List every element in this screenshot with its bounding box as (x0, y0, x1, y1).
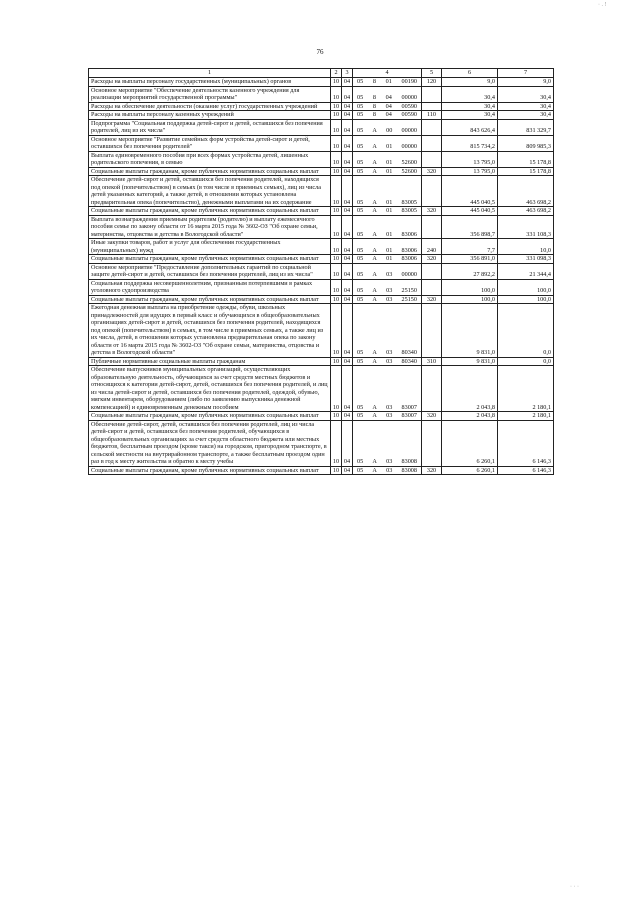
target-article-code (353, 231, 421, 239)
row-amount-year1-cell: 100,0 (442, 295, 498, 304)
row-expense-type-cell: 320 (422, 167, 442, 176)
row-expense-type-cell (422, 279, 442, 295)
code-part: 00000 (401, 94, 417, 101)
row-name-cell: Социальные выплаты гражданам, кроме публичных нормативных социальных выплат (89, 295, 331, 304)
target-article-code (353, 78, 421, 86)
row-code-cell (353, 255, 422, 264)
code-part: 83007 (401, 412, 417, 419)
row-name-cell: Основное мероприятие "Предоставление дополнительных гарантий по социальной защите детей-сирот и детей, оставшихся без попечения родителей, лиц из их числа" (89, 263, 331, 279)
row-amount-year1-cell: 843 626,4 (442, 119, 498, 135)
row-subsection-cell: 04 (342, 255, 353, 264)
row-amount-year1-cell: 815 734,2 (442, 135, 498, 151)
row-expense-type-cell: 320 (422, 207, 442, 216)
row-section-cell: 10 (331, 176, 342, 207)
row-expense-type-cell: 120 (422, 78, 442, 87)
target-article-code (353, 247, 421, 255)
row-amount-year1-cell: 6 260,1 (442, 420, 498, 466)
code-part: 52600 (401, 167, 417, 175)
row-amount-year2-cell: 831 329,7 (498, 119, 554, 135)
target-article-code (353, 458, 421, 466)
code-part: А (372, 349, 377, 356)
target-article-code (353, 207, 421, 215)
row-code-cell (353, 466, 422, 475)
row-section-cell: 10 (331, 239, 342, 255)
row-amount-year1-cell: 2 043,8 (442, 412, 498, 421)
row-section-cell: 10 (331, 420, 342, 466)
row-amount-year2-cell: 331 098,3 (498, 255, 554, 264)
row-expense-type-cell: 110 (422, 111, 442, 120)
row-subsection-cell: 04 (342, 295, 353, 304)
table-row (89, 78, 554, 87)
code-part: 01 (386, 143, 393, 150)
row-amount-year1-cell: 9 831,0 (442, 304, 498, 358)
row-subsection-cell: 04 (342, 279, 353, 295)
row-expense-type-cell (422, 86, 442, 102)
row-code-cell (353, 215, 422, 239)
row-subsection-cell: 04 (342, 412, 353, 421)
code-part: 8 (372, 78, 376, 85)
row-amount-year2-cell: 9,0 (498, 78, 554, 87)
row-subsection-cell: 04 (342, 78, 353, 87)
code-part: 05 (357, 167, 364, 175)
code-part: 83006 (401, 246, 417, 254)
code-part: 52600 (401, 159, 417, 166)
code-part: 05 (357, 127, 364, 134)
code-part: А (372, 403, 377, 411)
row-code-cell (353, 366, 422, 412)
row-expense-type-cell (422, 304, 442, 358)
row-expense-type-cell: 320 (422, 295, 442, 304)
table-header-row (89, 69, 554, 78)
row-code-cell (353, 412, 422, 421)
code-part: А (372, 230, 377, 238)
row-expense-type-cell: 240 (422, 239, 442, 255)
header-col-2: 2 (331, 69, 342, 78)
code-part: 25150 (401, 287, 417, 294)
header-col-7: 7 (498, 69, 554, 78)
row-amount-year1-cell: 9,0 (442, 78, 498, 87)
code-part: А (372, 287, 377, 294)
row-expense-type-cell: 320 (422, 255, 442, 264)
code-part: 83006 (401, 230, 417, 238)
code-part: А (372, 143, 377, 150)
target-article-code (353, 103, 421, 111)
target-article-code (353, 127, 421, 135)
row-name-cell: Обеспечение детей-сирот и детей, оставшихся без попечения родителей, находящихся под опекой (попечительством) в семьях (в том числе в приемных семьях), лиц из числа детей указанных категорий, а также детей, в отношении которых установлена предварительная опека (попечительство), денежными выплатами на их содержание (89, 176, 331, 207)
row-amount-year2-cell: 30,4 (498, 102, 554, 111)
code-part: 05 (357, 246, 364, 254)
row-amount-year2-cell: 0,0 (498, 357, 554, 366)
code-part: 01 (385, 78, 392, 85)
row-amount-year2-cell: 30,4 (498, 86, 554, 102)
code-part: 80340 (401, 357, 417, 365)
code-part: А (372, 357, 377, 365)
code-part: 00000 (401, 271, 417, 278)
code-part: 01 (386, 230, 393, 238)
code-part: А (372, 167, 377, 175)
row-name-cell: Обеспечение детей-сирот, детей, оставшихся без попечения родителей, лиц из числа детей-сирот и детей, оставшихся без попечения родителей, обучающихся в общеобразовательных организациях за счет средств областного бюджета или местных бюджетов, бесплатным проездом (кроме такси) на городском, пригородном транспорте, в сельской местности на внутрирайонном транспорте, а также бесплатным проездом один раз в год к месту жительства и обратно к месту учебы (89, 420, 331, 466)
row-section-cell: 10 (331, 215, 342, 239)
code-part: 03 (386, 349, 393, 356)
row-code-cell (353, 295, 422, 304)
row-amount-year2-cell: 30,4 (498, 111, 554, 120)
page-number: 76 (316, 48, 324, 56)
row-subsection-cell: 04 (342, 119, 353, 135)
row-section-cell: 10 (331, 263, 342, 279)
row-subsection-cell: 04 (342, 86, 353, 102)
row-section-cell: 10 (331, 366, 342, 412)
row-code-cell (353, 239, 422, 255)
table-row (89, 295, 554, 304)
row-name-cell: Подпрограмма "Социальная поддержка детей-сирот и детей, оставшихся без попечения родителей, лиц из их числа" (89, 119, 331, 135)
table-row (89, 151, 554, 167)
code-part: А (372, 458, 377, 465)
target-article-code (353, 111, 421, 119)
code-part: 04 (385, 94, 392, 101)
row-name-cell: Ежегодная денежная выплата на приобретение одежды, обуви, школьных принадлежностей для идущих в первый класс и обучающихся в общеобразовательных организациях детей-сирот и детей, оставшихся без попечения родителей, находящихся под опекой (попечительством) в семьях, в том числе в приемных семьях, а также лиц из их числа, детей, в отношении которых установлена предварительная опека по закону области от 16 марта 2015 года № 3602-ОЗ "Об охране семьи, материнства, отцовства и детства в Вологодской области" (89, 304, 331, 358)
row-section-cell: 10 (331, 86, 342, 102)
row-expense-type-cell (422, 215, 442, 239)
row-amount-year2-cell: 10,0 (498, 239, 554, 255)
code-part: 05 (357, 403, 364, 411)
row-name-cell: Социальные выплаты гражданам, кроме публичных нормативных социальных выплат (89, 255, 331, 264)
row-amount-year2-cell: 2 180,1 (498, 366, 554, 412)
row-section-cell: 10 (331, 466, 342, 475)
code-part: 05 (357, 412, 364, 419)
row-name-cell: Расходы на выплаты персоналу казенных учреждений (89, 111, 331, 120)
code-part: 03 (386, 287, 393, 294)
code-part: 83008 (401, 458, 417, 465)
target-article-code (353, 271, 421, 279)
target-article-code (353, 287, 421, 295)
row-amount-year1-cell: 7,7 (442, 239, 498, 255)
row-amount-year2-cell: 100,0 (498, 295, 554, 304)
code-part: 8 (372, 102, 376, 110)
code-part: 03 (386, 458, 393, 465)
row-amount-year2-cell: 0,0 (498, 304, 554, 358)
row-subsection-cell: 04 (342, 215, 353, 239)
code-part: 05 (357, 78, 364, 85)
row-subsection-cell: 04 (342, 366, 353, 412)
code-part: 00590 (401, 111, 417, 118)
scan-mark-bottom: · · · (570, 884, 579, 890)
code-part: 05 (357, 159, 364, 166)
code-part: А (372, 466, 377, 474)
row-expense-type-cell: 320 (422, 412, 442, 421)
table-row (89, 255, 554, 264)
code-part: 03 (386, 403, 393, 411)
row-section-cell: 10 (331, 412, 342, 421)
row-subsection-cell: 04 (342, 111, 353, 120)
code-part: 05 (357, 102, 364, 110)
target-article-code (353, 467, 421, 475)
table-row (89, 263, 554, 279)
table-row (89, 366, 554, 412)
code-part: 8 (372, 94, 376, 101)
code-part: 05 (357, 255, 364, 262)
code-part: 00590 (401, 102, 417, 110)
target-article-code (353, 412, 421, 420)
code-part: 04 (385, 102, 392, 110)
table-row (89, 466, 554, 475)
table-row (89, 412, 554, 421)
row-amount-year1-cell: 2 043,8 (442, 366, 498, 412)
code-part: 01 (386, 246, 393, 254)
code-part: 05 (357, 287, 364, 294)
row-subsection-cell: 04 (342, 167, 353, 176)
code-part: А (372, 198, 377, 206)
row-code-cell (353, 304, 422, 358)
row-expense-type-cell (422, 119, 442, 135)
row-name-cell: Расходы на обеспечение деятельности (оказание услуг) государственных учреждений (89, 102, 331, 111)
code-part: А (372, 295, 377, 303)
code-part: 83005 (401, 207, 417, 214)
row-code-cell (353, 207, 422, 216)
code-part: А (372, 159, 377, 166)
table-row (89, 239, 554, 255)
code-part: 83007 (401, 403, 417, 411)
code-part: 01 (386, 255, 393, 262)
row-section-cell: 10 (331, 304, 342, 358)
row-amount-year2-cell: 463 698,2 (498, 176, 554, 207)
code-part: А (372, 127, 377, 134)
row-name-cell: Социальные выплаты гражданам, кроме публичных нормативных социальных выплат (89, 167, 331, 176)
target-article-code (353, 159, 421, 167)
row-code-cell (353, 176, 422, 207)
table-row (89, 357, 554, 366)
code-part: 01 (386, 159, 393, 166)
code-part: 05 (357, 207, 364, 214)
code-part: 05 (357, 94, 364, 101)
table-row (89, 167, 554, 176)
code-part: 04 (385, 111, 392, 118)
row-name-cell: Социальные выплаты гражданам, кроме публичных нормативных социальных выплат (89, 466, 331, 475)
row-section-cell: 10 (331, 111, 342, 120)
row-code-cell (353, 111, 422, 120)
code-part: 00190 (401, 78, 417, 85)
row-amount-year1-cell: 30,4 (442, 111, 498, 120)
row-name-cell: Социальные выплаты гражданам, кроме публичных нормативных социальных выплат (89, 207, 331, 216)
table-row (89, 176, 554, 207)
target-article-code (353, 94, 421, 102)
row-code-cell (353, 420, 422, 466)
code-part: 83006 (401, 255, 417, 262)
row-section-cell: 10 (331, 207, 342, 216)
code-part: 83005 (401, 198, 417, 206)
code-part: А (372, 412, 377, 419)
row-amount-year1-cell: 27 892,2 (442, 263, 498, 279)
table-row (89, 207, 554, 216)
code-part: 05 (357, 271, 364, 278)
row-expense-type-cell (422, 366, 442, 412)
code-part: 00 (386, 127, 393, 134)
code-part: А (372, 271, 377, 278)
row-name-cell: Социальная поддержка несовершеннолетним, признанным потерпевшими в рамках уголовного судопроизводства (89, 279, 331, 295)
row-section-cell: 10 (331, 357, 342, 366)
row-name-cell: Обеспечение выпускников муниципальных организаций, осуществляющих образовательную деятельность, обучающихся за счет средств местных бюджетов и относящихся к категории детей-сирот, детей, оставшихся без попечения родителей, и лиц из числа детей-сирот и детей, оставшихся без попечения родителей, одеждой, обувью, мягким инвентарем, оборудованием (либо по заявлению выпускника денежной компенсацией) и единовременным денежным пособием (89, 366, 331, 412)
code-part: 05 (357, 357, 364, 365)
table-row (89, 119, 554, 135)
row-section-cell: 10 (331, 255, 342, 264)
code-part: 05 (357, 143, 364, 150)
table-row (89, 111, 554, 120)
row-amount-year2-cell: 6 146,3 (498, 466, 554, 475)
code-part: 05 (357, 349, 364, 356)
code-part: 01 (386, 167, 393, 175)
header-col-4: 4 (353, 69, 422, 78)
row-name-cell: Социальные выплаты гражданам, кроме публичных нормативных социальных выплат (89, 412, 331, 421)
table-row (89, 102, 554, 111)
row-amount-year1-cell: 356 891,0 (442, 255, 498, 264)
row-section-cell: 10 (331, 119, 342, 135)
row-expense-type-cell (422, 102, 442, 111)
row-subsection-cell: 04 (342, 176, 353, 207)
code-part: 8 (372, 111, 376, 118)
code-part: 01 (386, 207, 393, 214)
table-row (89, 304, 554, 358)
row-code-cell (353, 86, 422, 102)
code-part: 00000 (401, 127, 417, 134)
row-expense-type-cell (422, 176, 442, 207)
code-part: 05 (357, 295, 364, 303)
code-part: 25150 (401, 295, 417, 303)
row-name-cell: Иные закупки товаров, работ и услуг для обеспечения государственных (муниципальных) нужд (89, 239, 331, 255)
row-amount-year1-cell: 445 040,5 (442, 176, 498, 207)
code-part: А (372, 255, 377, 262)
code-part: 03 (386, 357, 393, 365)
row-name-cell: Выплата единовременного пособия при всех формах устройства детей, лишенных родительского попечения, в семью (89, 151, 331, 167)
row-amount-year1-cell: 6 260,1 (442, 466, 498, 475)
row-amount-year1-cell: 30,4 (442, 86, 498, 102)
row-code-cell (353, 151, 422, 167)
code-part: 03 (386, 271, 393, 278)
row-subsection-cell: 04 (342, 420, 353, 466)
row-section-cell: 10 (331, 167, 342, 176)
table-row (89, 86, 554, 102)
target-article-code (353, 199, 421, 207)
code-part: 05 (357, 198, 364, 206)
row-expense-type-cell (422, 151, 442, 167)
code-part: 05 (357, 230, 364, 238)
row-section-cell: 10 (331, 279, 342, 295)
code-part: 03 (386, 412, 393, 419)
row-amount-year2-cell: 331 108,3 (498, 215, 554, 239)
row-amount-year2-cell: 15 178,8 (498, 151, 554, 167)
row-section-cell: 10 (331, 102, 342, 111)
row-amount-year1-cell: 100,0 (442, 279, 498, 295)
row-amount-year1-cell: 9 831,0 (442, 357, 498, 366)
row-section-cell: 10 (331, 78, 342, 87)
row-amount-year2-cell: 6 146,3 (498, 420, 554, 466)
row-section-cell: 10 (331, 151, 342, 167)
row-amount-year2-cell: 463 698,2 (498, 207, 554, 216)
code-part: 03 (386, 295, 393, 303)
row-code-cell (353, 263, 422, 279)
row-subsection-cell: 04 (342, 357, 353, 366)
header-col-1: 1 (89, 69, 331, 78)
row-name-cell: Выплата вознаграждения приемным родителям (родителю) и выплату ежемесячного пособия семье по закону области от 16 марта 2015 года № 3602-ОЗ "Об охране семьи, материнства, отцовства и детства в Вологодской области" (89, 215, 331, 239)
row-expense-type-cell: 320 (422, 466, 442, 475)
target-article-code (353, 143, 421, 151)
row-section-cell: 10 (331, 135, 342, 151)
code-part: 00000 (401, 143, 417, 150)
row-code-cell (353, 102, 422, 111)
row-amount-year1-cell: 13 795,0 (442, 151, 498, 167)
row-expense-type-cell (422, 135, 442, 151)
row-subsection-cell: 04 (342, 207, 353, 216)
table-row (89, 420, 554, 466)
row-amount-year1-cell: 356 898,7 (442, 215, 498, 239)
row-amount-year2-cell: 21 344,4 (498, 263, 554, 279)
code-part: 83008 (401, 466, 417, 474)
row-amount-year1-cell: 30,4 (442, 102, 498, 111)
code-part: 05 (357, 111, 364, 118)
code-part: 80340 (401, 349, 417, 356)
row-amount-year1-cell: 13 795,0 (442, 167, 498, 176)
row-code-cell (353, 357, 422, 366)
row-subsection-cell: 04 (342, 466, 353, 475)
header-col-3: 3 (342, 69, 353, 78)
target-article-code (353, 255, 421, 263)
target-article-code (353, 404, 421, 412)
row-section-cell: 10 (331, 295, 342, 304)
row-code-cell (353, 279, 422, 295)
row-subsection-cell: 04 (342, 151, 353, 167)
code-part: 01 (386, 198, 393, 206)
row-amount-year2-cell: 15 178,8 (498, 167, 554, 176)
row-expense-type-cell (422, 420, 442, 466)
target-article-code (353, 358, 421, 366)
row-name-cell: Публичные нормативные социальные выплаты гражданам (89, 357, 331, 366)
row-amount-year1-cell: 445 040,5 (442, 207, 498, 216)
budget-table (88, 68, 554, 475)
row-subsection-cell: 04 (342, 102, 353, 111)
code-part: 05 (357, 466, 364, 474)
row-subsection-cell: 04 (342, 263, 353, 279)
code-part: 03 (386, 466, 393, 474)
header-col-6: 6 (442, 69, 498, 78)
code-part: 05 (357, 458, 364, 465)
row-name-cell: Основное мероприятие "Развитие семейных форм устройства детей-сирот и детей, оставшихся без попечения родителей" (89, 135, 331, 151)
row-amount-year2-cell: 2 180,1 (498, 412, 554, 421)
code-part: А (372, 246, 377, 254)
row-subsection-cell: 04 (342, 239, 353, 255)
row-code-cell (353, 135, 422, 151)
row-amount-year2-cell: 100,0 (498, 279, 554, 295)
target-article-code (353, 296, 421, 304)
header-col-5: 5 (422, 69, 442, 78)
row-name-cell: Основное мероприятие "Обеспечение деятельности казенного учреждения для реализации мероприятий государственной программы" (89, 86, 331, 102)
row-code-cell (353, 167, 422, 176)
table-row (89, 135, 554, 151)
row-subsection-cell: 04 (342, 135, 353, 151)
row-expense-type-cell (422, 263, 442, 279)
row-code-cell (353, 119, 422, 135)
row-amount-year2-cell: 809 985,3 (498, 135, 554, 151)
row-name-cell: Расходы на выплаты персоналу государственных (муниципальных) органов (89, 78, 331, 87)
row-code-cell (353, 78, 422, 87)
target-article-code (353, 349, 421, 357)
row-subsection-cell: 04 (342, 304, 353, 358)
code-part: А (372, 207, 377, 214)
row-expense-type-cell: 310 (422, 357, 442, 366)
target-article-code (353, 168, 421, 176)
table-row (89, 279, 554, 295)
scan-mark-top: · . ! (598, 2, 607, 8)
table-row (89, 215, 554, 239)
